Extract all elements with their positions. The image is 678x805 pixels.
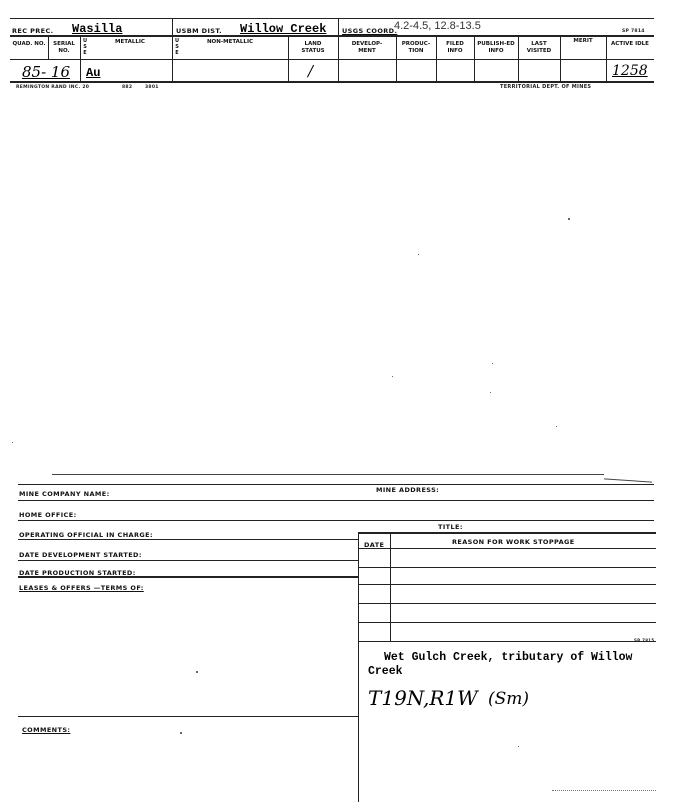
col-sep-land xyxy=(288,35,289,81)
metallic-value: Au xyxy=(86,66,101,80)
date-production-rule xyxy=(18,576,358,578)
land-status-header: LAND STATUS xyxy=(301,41,325,54)
location-note-line1: Wet Gulch Creek, tributary of Willow xyxy=(384,651,633,664)
active-idle-header: ACTIVE IDLE xyxy=(611,41,649,47)
production-header: PRODUC-TION xyxy=(401,41,431,54)
scan-speck xyxy=(490,392,491,393)
quad-no-header: QUAD. NO. xyxy=(12,41,46,47)
col-sep-visited xyxy=(518,35,519,81)
operating-official-rule xyxy=(18,539,358,540)
header-divider-2 xyxy=(338,18,339,35)
top-rule xyxy=(10,18,654,19)
title-label: TITLE: xyxy=(438,523,463,531)
scan-speck xyxy=(518,746,519,747)
lower-top-rule-2 xyxy=(604,478,652,482)
scan-speck xyxy=(392,376,393,377)
scan-speck xyxy=(492,363,493,364)
metallic-header: METALLIC xyxy=(115,39,145,45)
handwritten-township-note: T19N,R1W xyxy=(368,686,478,710)
operating-official-label: OPERATING OFFICIAL IN CHARGE: xyxy=(19,531,153,539)
reason-table-left xyxy=(358,532,359,802)
reason-header-rule xyxy=(358,548,656,549)
reason-row-2 xyxy=(358,584,656,585)
mine-company-rule xyxy=(18,500,654,501)
col-sep-metallic xyxy=(80,35,81,81)
handwritten-circled-note: (Sm) xyxy=(488,689,530,709)
usgs-coord-value: 4.2-4.5, 12.8-13.5 xyxy=(394,20,481,32)
printer-code-1: 882 xyxy=(122,85,133,90)
bottom-scan-mark xyxy=(552,790,656,791)
col-sep-develop xyxy=(338,35,339,81)
scan-speck xyxy=(556,426,557,427)
col-sep-production xyxy=(396,35,397,81)
comments-label: COMMENTS: xyxy=(22,726,71,734)
published-info-header: PUBLISH-ED INFO xyxy=(477,41,515,54)
printer-imprint: REMINGTON RAND INC. 20 xyxy=(16,85,90,90)
quad-serial-value: 85- 16 xyxy=(22,63,71,81)
form-number: SP 7814 xyxy=(622,29,645,34)
scan-speck xyxy=(12,442,13,443)
land-status-mark: / xyxy=(308,62,314,80)
col-sep-published xyxy=(474,35,475,81)
col-sep-nonmetallic xyxy=(172,35,173,81)
date-column-header: DATE xyxy=(364,541,385,549)
lower-top-rule-1 xyxy=(52,474,604,475)
header-divider-1 xyxy=(172,18,173,35)
department-imprint: TERRITORIAL DEPT. OF MINES xyxy=(500,84,592,90)
usbm-dist-value: Willow Creek xyxy=(240,22,327,36)
col-sep-merit xyxy=(560,35,561,81)
location-note-line2: Creek xyxy=(368,665,403,678)
printer-code-2: 3801 xyxy=(145,85,159,90)
reason-date-sep xyxy=(390,532,391,642)
reason-row-1 xyxy=(358,567,656,568)
nonmetallic-header: NON-METALLIC xyxy=(206,39,254,45)
comments-top-rule xyxy=(18,716,358,717)
form-number-2: SP 7815 xyxy=(634,638,655,643)
lower-top-rule-3 xyxy=(18,484,654,485)
scan-speck xyxy=(196,671,198,673)
scan-speck xyxy=(180,732,182,734)
last-visited-header: LAST VISITED xyxy=(526,41,552,54)
rec-prec-value: Wasilla xyxy=(72,22,123,36)
usbm-dist-label: USBM DIST. xyxy=(176,27,223,35)
scan-speck xyxy=(568,218,570,220)
mine-company-label: MINE COMPANY NAME: xyxy=(19,490,110,498)
col-sep-active xyxy=(606,35,607,81)
development-header: DEVELOP-MENT xyxy=(351,41,383,54)
merit-header: MERIT xyxy=(573,38,593,44)
reason-row-4 xyxy=(358,622,656,623)
date-development-rule xyxy=(18,560,358,561)
reason-row-3 xyxy=(358,603,656,604)
home-office-rule xyxy=(18,520,654,521)
filed-info-header: FILED INFO xyxy=(446,41,464,54)
grid-bottom-rule xyxy=(10,81,654,83)
usgs-coord-label: USGS COORD. xyxy=(342,27,398,35)
reason-column-header: REASON FOR WORK STOPPAGE xyxy=(452,538,575,546)
date-development-label: DATE DEVELOPMENT STARTED: xyxy=(19,551,142,559)
scan-speck xyxy=(418,254,419,255)
reason-table-top xyxy=(358,532,656,534)
use-letters-metallic: U S E xyxy=(82,38,88,56)
grid-mid-rule xyxy=(10,59,654,60)
col-sep-filed xyxy=(436,35,437,81)
mine-address-label: MINE ADDRESS: xyxy=(376,486,440,494)
use-letters-nonmetallic: U S E xyxy=(174,38,180,56)
date-production-label: DATE PRODUCTION STARTED: xyxy=(19,569,136,577)
leases-label: LEASES & OFFERS —TERMS OF: xyxy=(19,584,144,592)
serial-no-header: SERIAL NO. xyxy=(53,41,75,54)
active-idle-value: 1258 xyxy=(612,63,648,79)
rec-prec-label: REC PREC. xyxy=(12,27,54,35)
home-office-label: HOME OFFICE: xyxy=(19,511,77,519)
reason-row-5 xyxy=(358,641,656,642)
